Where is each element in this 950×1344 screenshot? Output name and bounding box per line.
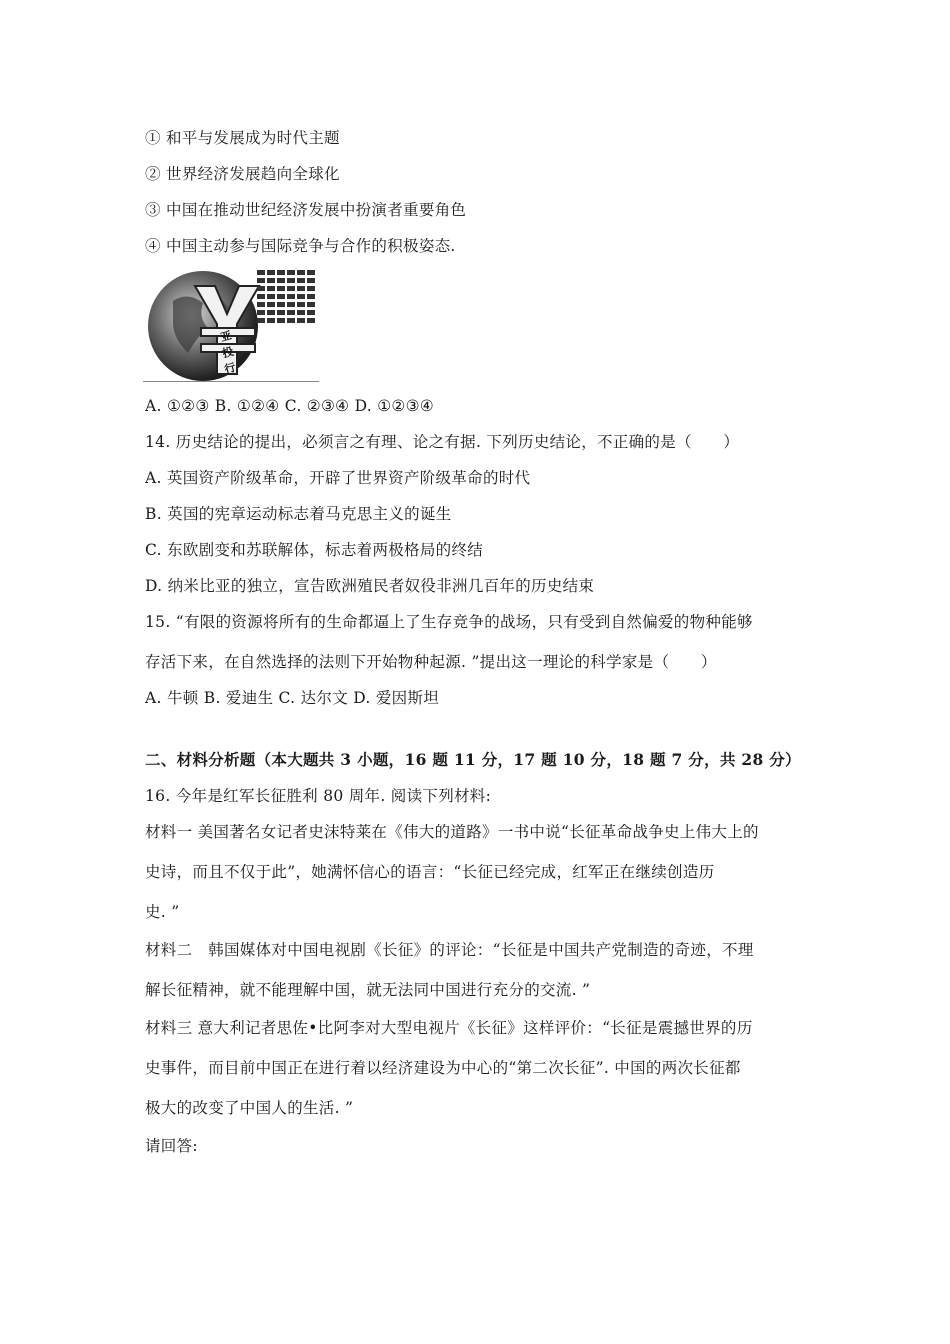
- q13-item-4: ④ 中国主动参与国际竞争与合作的积极姿态.: [145, 237, 456, 255]
- q13-item-1: ① 和平与发展成为时代主题: [145, 129, 340, 147]
- aiib-globe-figure: [143, 266, 319, 384]
- q13-item-3: ③ 中国在推动世纪经济发展中扮演者重要角色: [145, 201, 467, 219]
- q16-material2-line2: 解长征精神，就不能理解中国，就无法同中国进行充分的交流. ”: [145, 981, 591, 999]
- q14-option-c: C. 东欧剧变和苏联解体，标志着两极格局的终结: [145, 541, 484, 559]
- q14-stem: 14. 历史结论的提出，必须言之有理、论之有据. 下列历史结论，不正确的是（ ）: [145, 433, 740, 451]
- q16-material1-line3: 史. ”: [145, 903, 180, 921]
- q14-option-b: B. 英国的宪章运动标志着马克思主义的诞生: [145, 505, 452, 523]
- q15-options: A. 牛顿 B. 爱迪生 C. 达尔文 D. 爱因斯坦: [145, 689, 440, 707]
- q13-options: A. ①②③ B. ①②④ C. ②③④ D. ①②③④: [145, 397, 435, 415]
- svg-text:行: 行: [223, 360, 238, 377]
- q16-material3-line1: 材料三 意大利记者思佐•比阿李对大型电视片《长征》这样评价：“长征是震撼世界的历: [145, 1019, 753, 1037]
- q16-intro: 16. 今年是红军长征胜利 80 周年. 阅读下列材料:: [145, 787, 492, 805]
- q16-material2-line1: 材料二 韩国媒体对中国电视剧《长征》的评论：“长征是中国共产党制造的奇迹，不理: [145, 941, 754, 959]
- svg-text:亚: 亚: [219, 328, 234, 345]
- q15-stem-line1: 15. “有限的资源将所有的生命都逼上了生存竞争的战场，只有受到自然偏爱的物种能够: [145, 613, 753, 631]
- section2-heading: 二、材料分析题（本大题共 3 小题，16 题 11 分，17 题 10 分，18 题 7 分，共 28 分）: [145, 750, 801, 769]
- q13-item-2: ② 世界经济发展趋向全球化: [145, 165, 340, 183]
- q16-prompt: 请回答:: [145, 1137, 198, 1155]
- flags-grid-icon: [257, 270, 315, 323]
- q16-material1-line1: 材料一 美国著名女记者史沫特莱在《伟大的道路》一书中说“长征革命战争史上伟大上的: [145, 823, 759, 841]
- q14-option-d: D. 纳米比亚的独立，宣告欧洲殖民者奴役非洲几百年的历史结束: [145, 577, 595, 595]
- q16-material3-line3: 极大的改变了中国人的生活. ”: [145, 1099, 354, 1117]
- svg-text:投: 投: [221, 344, 236, 361]
- q16-material1-line2: 史诗，而且不仅于此”，她满怀信心的语言：“长征已经完成，红军正在继续创造历: [145, 863, 715, 881]
- figure-divider: [143, 381, 319, 382]
- q16-material3-line2: 史事件，而目前中国正在进行着以经济建设为中心的“第二次长征”. 中国的两次长征都: [145, 1059, 741, 1077]
- q14-option-a: A. 英国资产阶级革命，开辟了世界资产阶级革命的时代: [145, 469, 531, 487]
- q15-stem-line2: 存活下来，在自然选择的法则下开始物种起源. ”提出这一理论的科学家是（ ）: [145, 653, 717, 671]
